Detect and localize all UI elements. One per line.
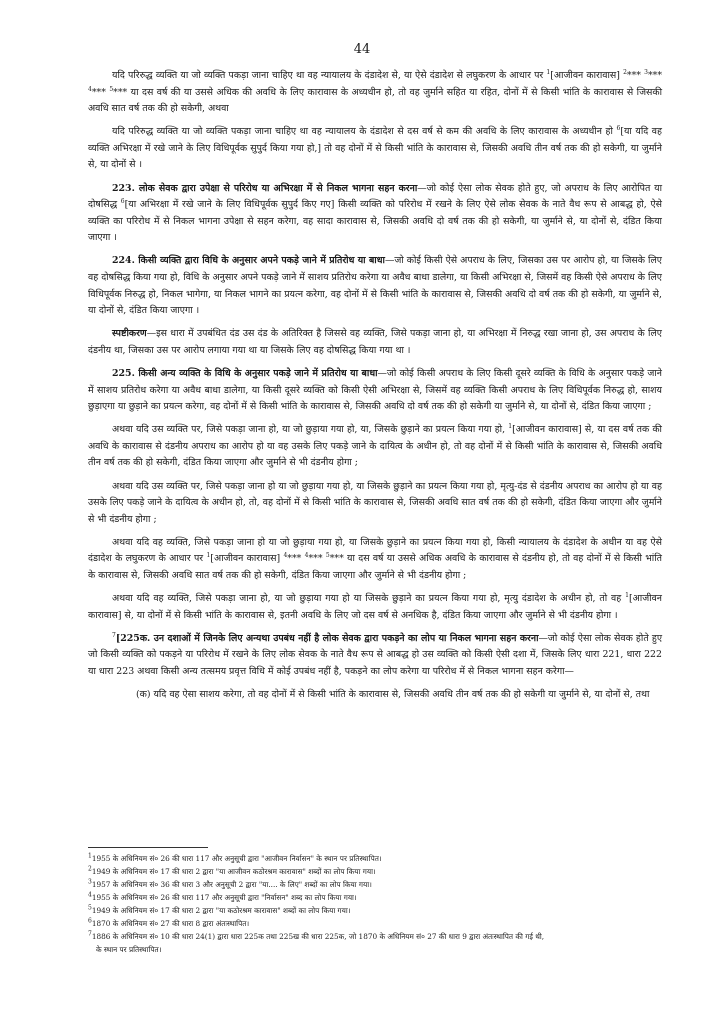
footnote-item	[88, 891, 662, 904]
footnote-ref: 1	[508, 423, 513, 431]
footnote-ref: 6	[120, 198, 125, 206]
paragraph-text: —जो कोई ऐसा लोक सेवक होते हुए जो किसी व्यक्ति को पकड़ने या परिरोध में रखने के लिए लोक सेवक के नाते वैध रूप से आबद्ध हो उस व्यक्ति को किसी ऐसी दशा में, जिसके लिए धारा 221, धारा 222 या धारा 223 अथवा किसी अन्य तत्समय प्रवृत्त विधि में कोई उपबंध नहीं है, पकड़ने का लोप करेगा या परिरोध में से निकल भागना सहन करेगा—	[88, 632, 662, 677]
footnote-continuation: के स्थान पर प्रतिस्थापित।	[96, 945, 162, 954]
footnote-number: 3	[88, 878, 92, 886]
paragraph-text: अथवा यदि वह व्यक्ति, जिसे पकड़ा जाना हो या जो छुड़ाया गया हो, या जिसके छुड़ाने का प्रयत्न किया गया हो, किसी न्यायालय के दंडादेश के अधीन या वह ऐसे दंडादेश के लघुकरण के आधार पर	[88, 536, 662, 565]
footnote-number: 2	[88, 865, 92, 873]
footnote-ref: 4	[88, 85, 92, 93]
footnote-number: 6	[88, 917, 92, 925]
paragraph	[88, 535, 662, 585]
footnote-item	[88, 878, 662, 891]
section-heading: स्पष्टीकरण	[112, 328, 147, 340]
footnote-divider	[88, 847, 208, 848]
paragraph-text: —इस धारा में उपबंधित दंड उस दंड के अतिरिक्त है जिससे वह व्यक्ति, जिसे पकड़ा जाना हो, या अभिरक्षा में निरुद्ध रखा जाना हो, उस अपराध के लिए दंडनीय था, जिसका उस पर आरोप लगाया गया था या जिसके लिए वह दोषसिद्ध किया गया था ।	[88, 328, 662, 356]
paragraph	[88, 68, 662, 118]
footnote-ref: 6	[616, 125, 621, 133]
footnote-number: 5	[88, 904, 92, 912]
paragraph-text: [या यदि वह व्यक्ति अभिरक्षा में रखे जाने के लिए विधिपूर्वक सुपुर्द किया गया हो,] तो वह दोनों में से किसी भांति के कारावास से, जिसकी अवधि तीन वर्ष तक की हो सकेगी, या जुर्माने से, या दोनों से ।	[88, 126, 662, 171]
footnote-ref: 5	[109, 85, 114, 93]
footnote-text: 1957 के अधिनियम सं० 36 की धारा 3 और अनुसूची 2 द्वारा "या.... के लिए" शब्दों का लोप किया गया।	[91, 880, 372, 889]
section-heading: 224. किसी व्यक्ति द्वारा विधि के अनुसार अपने पकड़े जाने में प्रतिरोध या बाधा	[112, 255, 385, 267]
document-body	[88, 68, 662, 710]
paragraph-text: —जो कोई किसी अपराध के लिए किसी दूसरे व्यक्ति के विधि के अनुसार पकड़े जाने में साशय प्रतिरोध करेगा या अवैध बाधा डालेगा, या किसी दूसरे व्यक्ति को किसी ऐसी अभिरक्षा से, जिसमें वह व्यक्ति किसी अपराध के लिए विधिपूर्वक निरुद्ध हो, साशय छुड़ाएगा या छुड़ाने का प्रयत्न करेगा, वह दोनों में से किसी भांति के कारावास से, जिसकी अवधि दो वर्ष तक की हो सकेगी या जुर्माने से, या दोनों से, दंडित किया जाएगा ;	[88, 368, 662, 413]
paragraph-text: ***	[91, 86, 110, 98]
footnote-number: 4	[88, 891, 92, 899]
section-heading: [225क. उन दशाओं में जिनके लिए अन्यथा उपबंध नहीं है लोक सेवक द्वारा पकड़ने का लोप या निकल भागना सहन करना	[115, 632, 539, 644]
paragraph-text: यदि परिरुद्ध व्यक्ति या जो व्यक्ति पकड़ा जाना चाहिए था वह न्यायालय के दंडादेश से दस वर्ष से कम की अवधि के लिए कारावास के अध्यधीन हो	[112, 126, 617, 138]
section-paragraph	[88, 253, 662, 319]
paragraph-text: ***	[287, 553, 305, 565]
paragraph-text: ***	[626, 70, 645, 81]
paragraph-text: अथवा यदि उस व्यक्ति पर, जिसे पकड़ा जाना हो या जो छुड़ाया गया हो, या जिसके छुड़ाने का प्रयत्न किया गया हो, मृत्यु-दंड से दंडनीय अपराध का आरोप हो या वह उसके लिए पकड़े जाने के दायित्व के अधीन हो, तो, वह दोनों में से किसी भांति के कारावास से, जिसकी अवधि सात वर्ष तक की हो सकेगी, दंडित किया जाएगा और जुर्माने से भी दंडनीय होगा ;	[88, 480, 662, 525]
paragraph-text: *** या दस वर्ष या उससे अधिक अवधि के कारावास से दंडनीय हो, तो वह दोनों में से किसी भांति के कारावास से, जिसकी अवधि सात वर्ष तक की हो सकेगी, दंडित किया जाएगा और जुर्माने से भी दंडनीय होगा ;	[88, 553, 663, 582]
footnote-item	[88, 930, 662, 943]
footnote-ref: 2	[623, 68, 627, 76]
footnote-text: 1955 के अधिनियम सं० 26 की धारा 117 और अनुसूची द्वारा "निर्वासन" शब्द का लोप किया गया।	[91, 893, 357, 902]
page-number: 44	[353, 42, 371, 57]
section-paragraph	[88, 631, 662, 681]
paragraph-text: *** या दस वर्ष की या उससे अधिक की अवधि के लिए कारावास के अध्यधीन हो, तो वह जुर्माने सहित या रहित, दोनों में से किसी भांति के कारावास से जिसकी अवधि सात वर्ष तक की हो सकेगी, अथवा	[88, 86, 662, 115]
section-paragraph	[88, 181, 662, 247]
footnote-number: 1	[88, 852, 92, 860]
footnote-text: 1870 के अधिनियम सं० 27 की धारा 8 द्वारा अंतःस्थापित।	[91, 919, 250, 928]
footnote-ref: 3	[644, 68, 648, 76]
footnote-ref: 1	[206, 552, 211, 560]
footnote-text: 1949 के अधिनियम सं० 17 की धारा 2 द्वारा "या आजीवन कठोरश्रम कारावास" शब्दों का लोप किया गया।	[91, 867, 376, 876]
footnote-item	[88, 852, 662, 865]
footnote-text: 1955 के अधिनियम सं० 26 की धारा 117 और अनुसूची द्वारा "आजीवन निर्वासन" के स्थान पर प्रतिस्थापित।	[91, 854, 382, 863]
footnote-ref: 7	[112, 631, 116, 639]
footnote-text: 1949 के अधिनियम सं० 17 की धारा 2 द्वारा "या कठोरश्रम कारावास" शब्दों का लोप किया गया।	[91, 906, 351, 915]
footnote-item	[88, 865, 662, 878]
footnote-ref: 4	[283, 552, 288, 560]
paragraph-text: [आजीवन कारावास] से, या दस वर्ष तक की अवधि के कारावास से दंडनीय अपराध का आरोप हो या वह उसके लिए पकड़े जाने के दायित्व के अधीन हो, तो वह दोनों में से किसी भांति के कारावास से, जिसकी अवधि तीन वर्ष तक की हो सकेगी, दंडित किया जाएगा और जुर्माने से भी दंडनीय होगा ;	[88, 424, 662, 469]
footnote-item	[88, 917, 662, 930]
paragraph-text: यदि परिरुद्ध व्यक्ति या जो व्यक्ति पकड़ा जाना चाहिए था वह न्यायालय के दंडादेश से, या ऐसे दंडादेश से लघुकरण के आधार पर	[112, 70, 547, 81]
paragraph-text: [आजीवन कारावास]	[550, 70, 624, 81]
footnote-ref: 1	[546, 68, 551, 76]
paragraph-text: —जो कोई किसी ऐसे अपराध के लिए, जिसका उस पर आरोप हो, या जिसके लिए वह दोषसिद्ध किया गया हो, विधि के अनुसार अपने पकड़े जाने में साशय प्रतिरोध करेगा या अवैध बाधा डालेगा, या किसी अभिरक्षा से, जिसमें वह किसी ऐसे अपराध के लिए विधिपूर्वक निरुद्ध हो, निकल भागेगा, या निकल भागने का प्रयत्न करेगा, वह दोनों में से किसी भांति के कारावास से, जिसकी अवधि दो वर्ष तक की हो सकेगी, या जुर्माने से, या दोनों से, दंडित किया जाएगा ।	[88, 255, 662, 317]
footnote-ref: 1	[625, 592, 629, 599]
paragraph	[88, 591, 662, 624]
paragraph	[88, 326, 662, 359]
paragraph	[88, 479, 662, 529]
paragraph-text: —जो कोई ऐसा लोक सेवक होते हुए, जो अपराध के लिए आरोपित या दोषसिद्ध	[88, 182, 662, 211]
paragraph	[88, 124, 662, 174]
paragraph-text: (क) यदि वह ऐसा साशय करेगा, तो वह दोनों में से किसी भांति के कारावास से, जिसकी अवधि तीन वर्ष तक की हो सकेगी या जुर्माने से, या दोनों से, तथा	[136, 689, 650, 701]
paragraph-text: [आजीवन कारावास]	[210, 553, 284, 565]
footnote-item	[88, 904, 662, 917]
footnote-ref: 5	[325, 552, 330, 560]
paragraph-text: अथवा यदि वह व्यक्ति, जिसे पकड़ा जाना हो, या जो छुड़ाया गया हो या जिसके छुड़ाने का प्रयत्न किया गया हो, मृत्यु दंडादेश के अधीन हो, तो वह	[112, 593, 626, 605]
footnote-ref: 4	[304, 552, 309, 560]
paragraph-text: ***	[308, 553, 326, 565]
paragraph-text: अथवा यदि उस व्यक्ति पर, जिसे पकड़ा जाना हो, या जो छुड़ाया गया हो, या, जिसके छुड़ाने का प्रयत्न किया गया हो,	[112, 424, 509, 436]
paragraph-text: [या अभिरक्षा में रखे जाने के लिए विधिपूर्वक सुपुर्द किए गए] किसी व्यक्ति को परिरोध में रखने के लिए ऐसे लोक सेवक के नाते वैध रूप से आबद्ध हो, ऐसे व्यक्ति का परिरोध में से निकल भागना उपेक्षा से सहन करेगा, वह सादा कारावास से, जिसकी अवधि दो वर्ष तक की हो सकेगी, या जुर्माने से, या दोनों से, दंडित किया जाएगा ।	[88, 199, 663, 244]
footnotes	[88, 852, 662, 956]
paragraph	[88, 422, 662, 472]
paragraph-text: [आजीवन कारावास] से, या दोनों में से किसी भांति के कारावास से, इतनी अवधि के लिए जो दस वर्ष से अनधिक है, दंडित किया जाएगा और जुर्माने से भी दंडनीय होगा ।	[88, 593, 662, 621]
footnote-number: 7	[88, 930, 92, 938]
paragraph-text: ***	[647, 70, 663, 81]
paragraph	[88, 687, 662, 704]
section-heading: 223. लोक सेवक द्वारा उपेक्षा से परिरोध या अभिरक्षा में से निकल भागना सहन करना	[112, 182, 418, 194]
footnote-text: 1886 के अधिनियम सं० 10 की धारा 24(1) द्वारा धारा 225क तथा 225ख की धारा 225क, जो 1870 के अधिनियम सं० 27 की धारा 9 द्वारा अंतःस्थापित की गई थी,	[91, 932, 545, 941]
section-heading: 225. किसी अन्य व्यक्ति के विधि के अनुसार पकड़े जाने में प्रतिरोध या बाधा	[112, 368, 378, 379]
section-paragraph	[88, 366, 662, 416]
